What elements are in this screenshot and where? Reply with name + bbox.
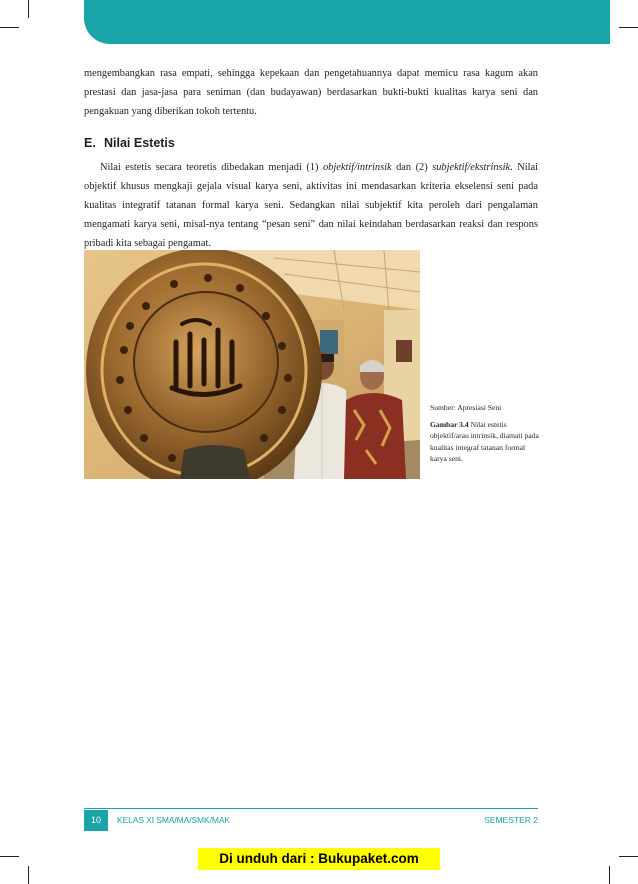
paragraph-main	[84, 158, 538, 253]
paragraph-top: mengembangkan rasa empati, sehingga kepekaan dan pengetahuannya dapat memicu rasa kagum akan prestasi dan jasa-jasa para seniman (dan budayawan) berdasarkan bukti-bukti kualitas karya seni dan pengakuan yang diberikan tokoh tertentu.	[84, 68, 538, 117]
text-run: Nilai estetis secara teoretis dibedakan menjadi (1)	[100, 162, 323, 173]
crop-mark	[0, 856, 19, 857]
section-title: Nilai Estetis	[104, 136, 175, 150]
crop-mark	[28, 0, 29, 18]
figure-caption	[430, 402, 540, 464]
section-heading	[84, 136, 175, 150]
crop-mark	[619, 856, 638, 857]
gallery-photo-illustration	[84, 250, 420, 479]
footer-book-title: KELAS XI SMA/MA/SMK/MAK	[117, 815, 230, 825]
section-letter: E.	[84, 136, 96, 150]
figure-caption-text: Nilai estetis objektif/arau intrinsik, diamati pada kualitas integraf tatanan formal karya seni.	[430, 420, 539, 463]
crop-mark	[28, 866, 29, 884]
crop-mark	[609, 866, 610, 884]
footer-semester: SEMESTER 2	[484, 815, 538, 825]
italic-term: objektif/intrinsik	[322, 162, 392, 173]
figure-label: Gambar 3.4	[430, 420, 469, 430]
page-number: 10	[84, 810, 108, 831]
footer-rule	[84, 808, 538, 809]
download-banner[interactable]: Di unduh dari : Bukupaket.com	[198, 848, 440, 870]
figure-source: Sumber: Apresiasi Seni	[430, 403, 502, 412]
figure-photo	[84, 250, 420, 479]
text-run: dan (2)	[391, 162, 433, 173]
crop-mark	[0, 27, 19, 28]
text-run: . Nilai objektif khusus mengkaji gejala visual karya seni, aktivitas ini mendasarkan kriteria ekselensi seni pada kualitas integratif tatanan formal karya seni. Sedangkan nilai subjektif kita peroleh dari pengalaman mengamati karya seni, misal-nya tentang “pesan seni” dan nilai keindahan berdasarkan reaksi dan respons pribadi kita sebagai pengamat.	[84, 162, 538, 249]
header-band	[84, 0, 610, 44]
crop-mark	[619, 27, 638, 28]
italic-term: subjektif/ekstrinsik	[432, 162, 511, 173]
